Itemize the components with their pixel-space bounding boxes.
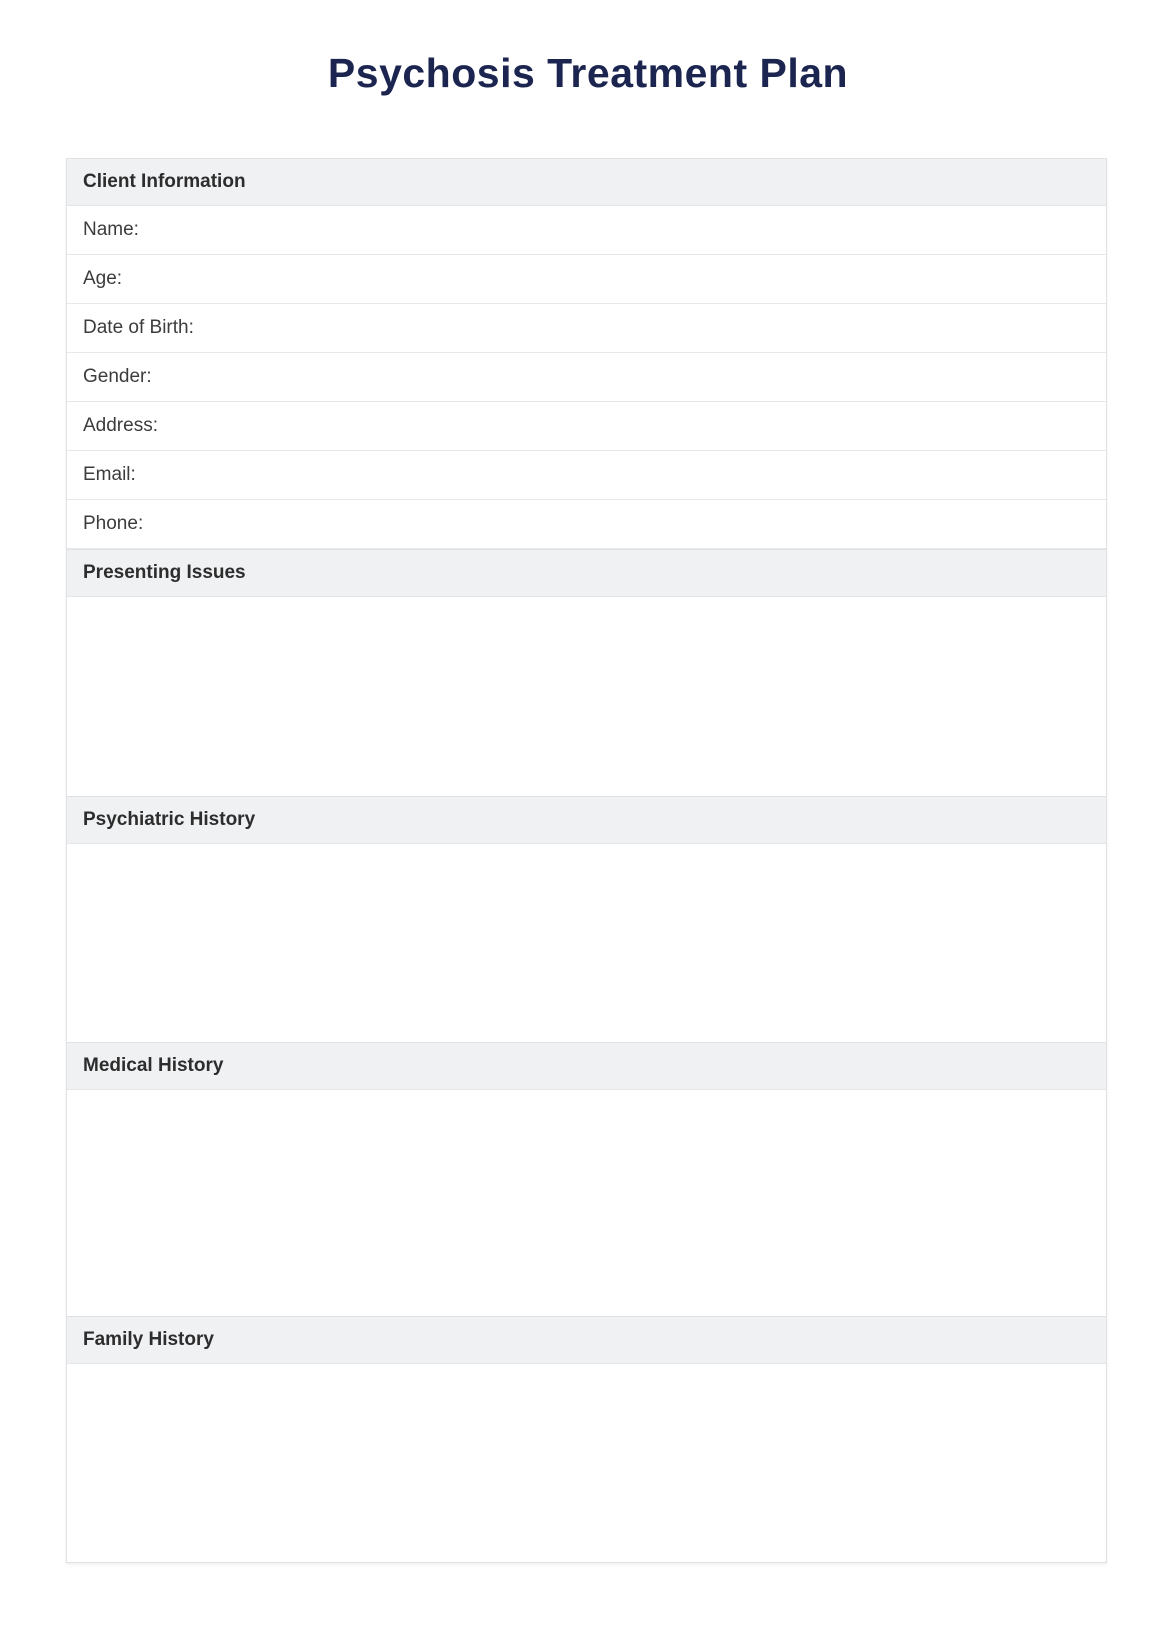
field-row-age [67,255,1106,304]
section-title: Presenting Issues [83,562,246,583]
section-title: Medical History [83,1055,224,1076]
field-row-email [67,451,1106,500]
field-label-address: Address: [83,415,158,436]
field-label-name: Name: [83,219,139,240]
section-header-client-information [67,158,1106,206]
field-label-gender: Gender: [83,366,152,387]
field-row-name [67,206,1106,255]
field-label-email: Email: [83,464,136,485]
section-header-psychiatric-history [67,796,1106,844]
section-title: Client Information [83,171,246,192]
field-row-phone [67,500,1106,549]
section-header-family-history [67,1316,1106,1364]
field-label-date-of-birth: Date of Birth: [83,317,194,338]
section-header-medical-history [67,1042,1106,1090]
section-header-presenting-issues [67,549,1106,597]
field-row-date-of-birth [67,304,1106,353]
page-title: Psychosis Treatment Plan [327,50,849,96]
medical-history-blank-area [67,1090,1106,1316]
field-label-age: Age: [83,268,123,289]
field-row-gender [67,353,1106,402]
psychiatric-history-blank-area [67,844,1106,1042]
field-row-address [67,402,1106,451]
section-title: Family History [83,1329,214,1350]
section-title: Psychiatric History [83,809,256,830]
treatment-plan-form [66,158,1107,1563]
presenting-issues-blank-area [67,597,1106,796]
family-history-blank-area [67,1364,1106,1562]
field-label-phone: Phone: [83,513,144,534]
